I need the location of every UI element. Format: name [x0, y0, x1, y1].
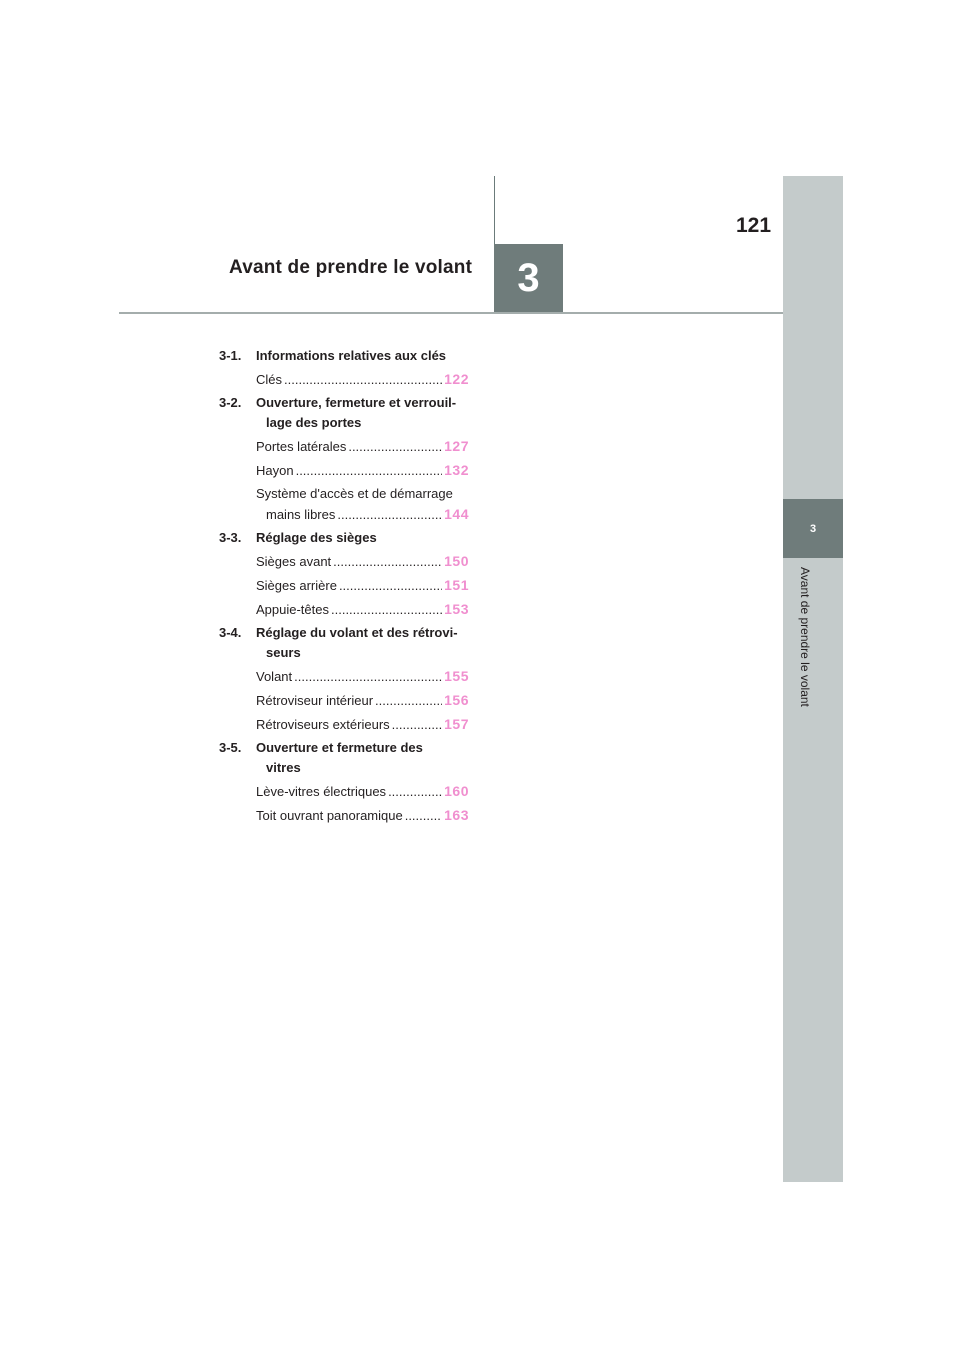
entry-page-link[interactable]: 144 [444, 506, 469, 522]
toc-entry[interactable] [219, 575, 469, 596]
toc-section [219, 393, 469, 433]
toc-entry[interactable] [219, 369, 469, 390]
toc-section [219, 346, 469, 366]
toc-entry[interactable] [219, 436, 469, 457]
section-title-continued: vitres [266, 760, 301, 775]
section-title-continued: seurs [266, 645, 301, 660]
entry-page-link[interactable]: 151 [444, 577, 469, 593]
chapter-number-box: 3 [494, 244, 563, 313]
leader-dots [348, 437, 442, 457]
toc-entry[interactable] [219, 690, 469, 711]
entry-label-line1: Système d'accès et de démarrage [256, 486, 453, 501]
leader-dots [405, 806, 442, 826]
entry-label: Hayon [256, 463, 294, 478]
toc-section [219, 623, 469, 663]
entry-label: Clés [256, 372, 283, 387]
entry-label: Rétroviseur intérieur [256, 693, 374, 708]
side-tab-bar [783, 176, 843, 1182]
entry-page-link[interactable]: 122 [444, 371, 469, 387]
entry-label: Rétroviseurs extérieurs [256, 717, 390, 732]
section-number: 3-1. [219, 348, 242, 363]
toc-entry[interactable] [219, 714, 469, 735]
entry-label: Lève-vitres électriques [256, 784, 387, 799]
leader-dots [388, 782, 442, 802]
toc-entry[interactable] [219, 599, 469, 620]
section-number: 3-3. [219, 530, 242, 545]
chapter-title: Avant de prendre le volant [229, 257, 473, 278]
section-number: 3-4. [219, 625, 242, 640]
leader-dots [294, 667, 442, 687]
toc-entry[interactable] [219, 460, 469, 481]
side-tab-label: Avant de prendre le volant [798, 567, 812, 707]
header-rule [119, 312, 783, 314]
entry-page-link[interactable]: 163 [444, 807, 469, 823]
entry-label: mains libres [266, 507, 336, 522]
entry-label: Toit ouvrant panoramique [256, 808, 403, 823]
entry-page-link[interactable]: 153 [444, 601, 469, 617]
toc-entry[interactable] [219, 781, 469, 802]
entry-label: Appuie-têtes [256, 602, 329, 617]
section-title: Informations relatives aux clés [256, 348, 447, 363]
toc-section [219, 738, 469, 778]
leader-dots [337, 505, 442, 525]
entry-page-link[interactable]: 127 [444, 438, 469, 454]
leader-dots [331, 600, 442, 620]
entry-page-link[interactable]: 155 [444, 668, 469, 684]
entry-label: Volant [256, 669, 293, 684]
section-title: Ouverture et fermeture des [256, 740, 423, 755]
section-title: Ouverture, fermeture et verrouil- [256, 395, 457, 410]
header-vertical-rule [494, 176, 495, 244]
section-number: 3-2. [219, 395, 242, 410]
leader-dots [296, 461, 443, 481]
leader-dots [375, 691, 442, 711]
leader-dots [392, 715, 442, 735]
leader-dots [333, 552, 442, 572]
section-title-continued: lage des portes [266, 415, 362, 430]
entry-page-link[interactable]: 150 [444, 553, 469, 569]
entry-page-link[interactable]: 160 [444, 783, 469, 799]
entry-label: Sièges avant [256, 554, 332, 569]
toc-entry[interactable] [219, 551, 469, 572]
section-title: Réglage du volant et des rétrovi- [256, 625, 458, 640]
entry-label: Sièges arrière [256, 578, 337, 593]
entry-page-link[interactable]: 132 [444, 462, 469, 478]
entry-label: Portes latérales [256, 439, 347, 454]
toc-entry[interactable] [219, 805, 469, 826]
toc-section [219, 528, 469, 548]
page-number: 121 [736, 214, 772, 237]
leader-dots [339, 576, 442, 596]
toc-entry[interactable] [219, 666, 469, 687]
section-number: 3-5. [219, 740, 242, 755]
section-title: Réglage des sièges [256, 530, 377, 545]
leader-dots [284, 370, 442, 390]
toc-entry[interactable] [219, 484, 469, 525]
entry-page-link[interactable]: 157 [444, 716, 469, 732]
entry-page-link[interactable]: 156 [444, 692, 469, 708]
side-tab-active[interactable]: 3 [783, 499, 843, 558]
table-of-contents [219, 343, 469, 826]
